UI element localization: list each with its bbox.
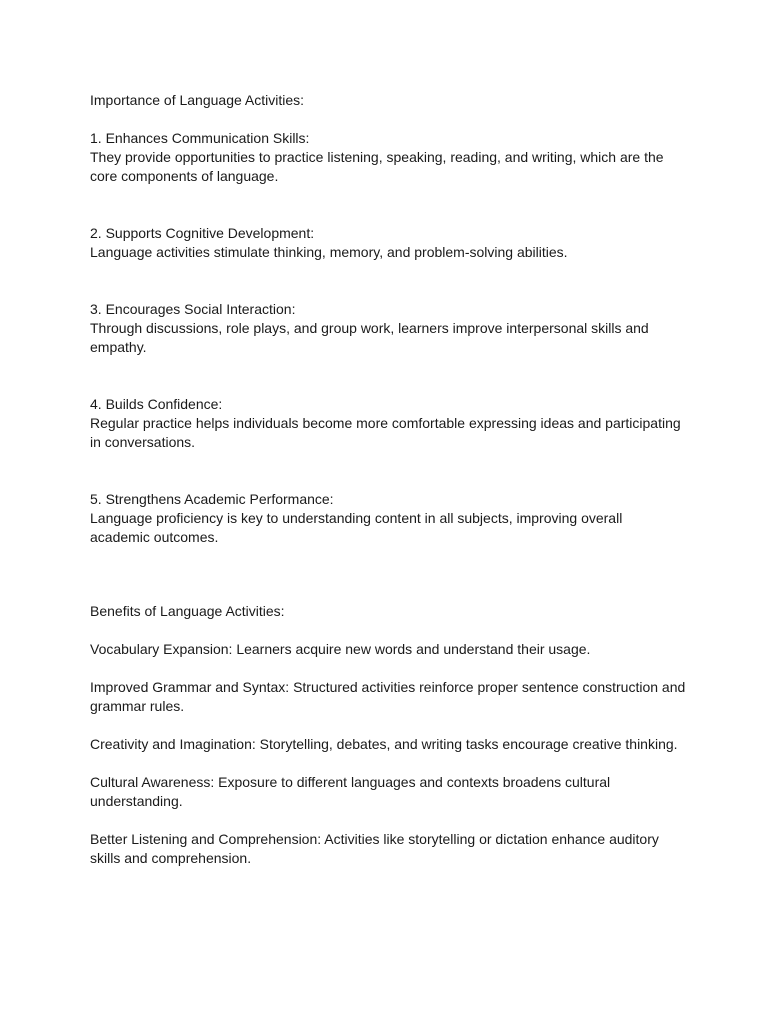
benefit-item-4 <box>90 773 690 811</box>
importance-item-text: core components of language. <box>90 168 279 184</box>
spacer <box>90 716 690 735</box>
benefit-item-text: understanding. <box>90 793 183 809</box>
benefit-item-2 <box>90 678 690 716</box>
benefit-item-text: Cultural Awareness: Exposure to different languages and contexts broadens cultural <box>90 774 611 790</box>
importance-item-title: 1. Enhances Communication Skills: <box>90 130 310 146</box>
importance-item-text: Language activities stimulate thinking, memory, and problem-solving abilities. <box>90 244 568 260</box>
importance-item-text: They provide opportunities to practice listening, speaking, reading, and writing, which are the <box>90 149 664 165</box>
importance-item-1 <box>90 129 690 186</box>
spacer <box>90 262 690 300</box>
importance-item-4 <box>90 395 690 452</box>
importance-item-2 <box>90 224 690 262</box>
spacer <box>90 547 690 602</box>
spacer <box>90 357 690 395</box>
importance-item-3 <box>90 300 690 357</box>
importance-item-text: academic outcomes. <box>90 529 219 545</box>
benefit-item-text: Vocabulary Expansion: Learners acquire new words and understand their usage. <box>90 641 591 657</box>
benefit-item-text: Creativity and Imagination: Storytelling, debates, and writing tasks encourage creative thinking. <box>90 736 678 752</box>
importance-heading: Importance of Language Activities: <box>90 92 305 108</box>
spacer <box>90 811 690 830</box>
importance-item-text: in conversations. <box>90 434 196 450</box>
importance-item-text: Through discussions, role plays, and group work, learners improve interpersonal skills and <box>90 320 649 336</box>
benefit-item-text: grammar rules. <box>90 698 185 714</box>
benefit-item-3 <box>90 735 690 754</box>
spacer <box>90 110 690 129</box>
importance-item-title: 5. Strengthens Academic Performance: <box>90 491 334 507</box>
benefits-heading: Benefits of Language Activities: <box>90 603 285 619</box>
importance-item-text: empathy. <box>90 339 147 355</box>
importance-item-title: 4. Builds Confidence: <box>90 396 223 412</box>
spacer <box>90 754 690 773</box>
importance-item-5 <box>90 490 690 547</box>
importance-item-text: Regular practice helps individuals become more comfortable expressing ideas and participating <box>90 415 681 431</box>
importance-item-title: 2. Supports Cognitive Development: <box>90 225 315 241</box>
spacer <box>90 186 690 224</box>
spacer <box>90 452 690 490</box>
benefit-item-5 <box>90 830 690 868</box>
spacer <box>90 621 690 640</box>
benefit-item-text: skills and comprehension. <box>90 850 252 866</box>
spacer <box>90 659 690 678</box>
benefit-item-1 <box>90 640 690 659</box>
document-page <box>90 91 690 868</box>
importance-item-title: 3. Encourages Social Interaction: <box>90 301 296 317</box>
benefit-item-text: Better Listening and Comprehension: Activities like storytelling or dictation enhance auditory <box>90 831 659 847</box>
benefit-item-text: Improved Grammar and Syntax: Structured activities reinforce proper sentence construction and <box>90 679 686 695</box>
importance-item-text: Language proficiency is key to understanding content in all subjects, improving overall <box>90 510 623 526</box>
